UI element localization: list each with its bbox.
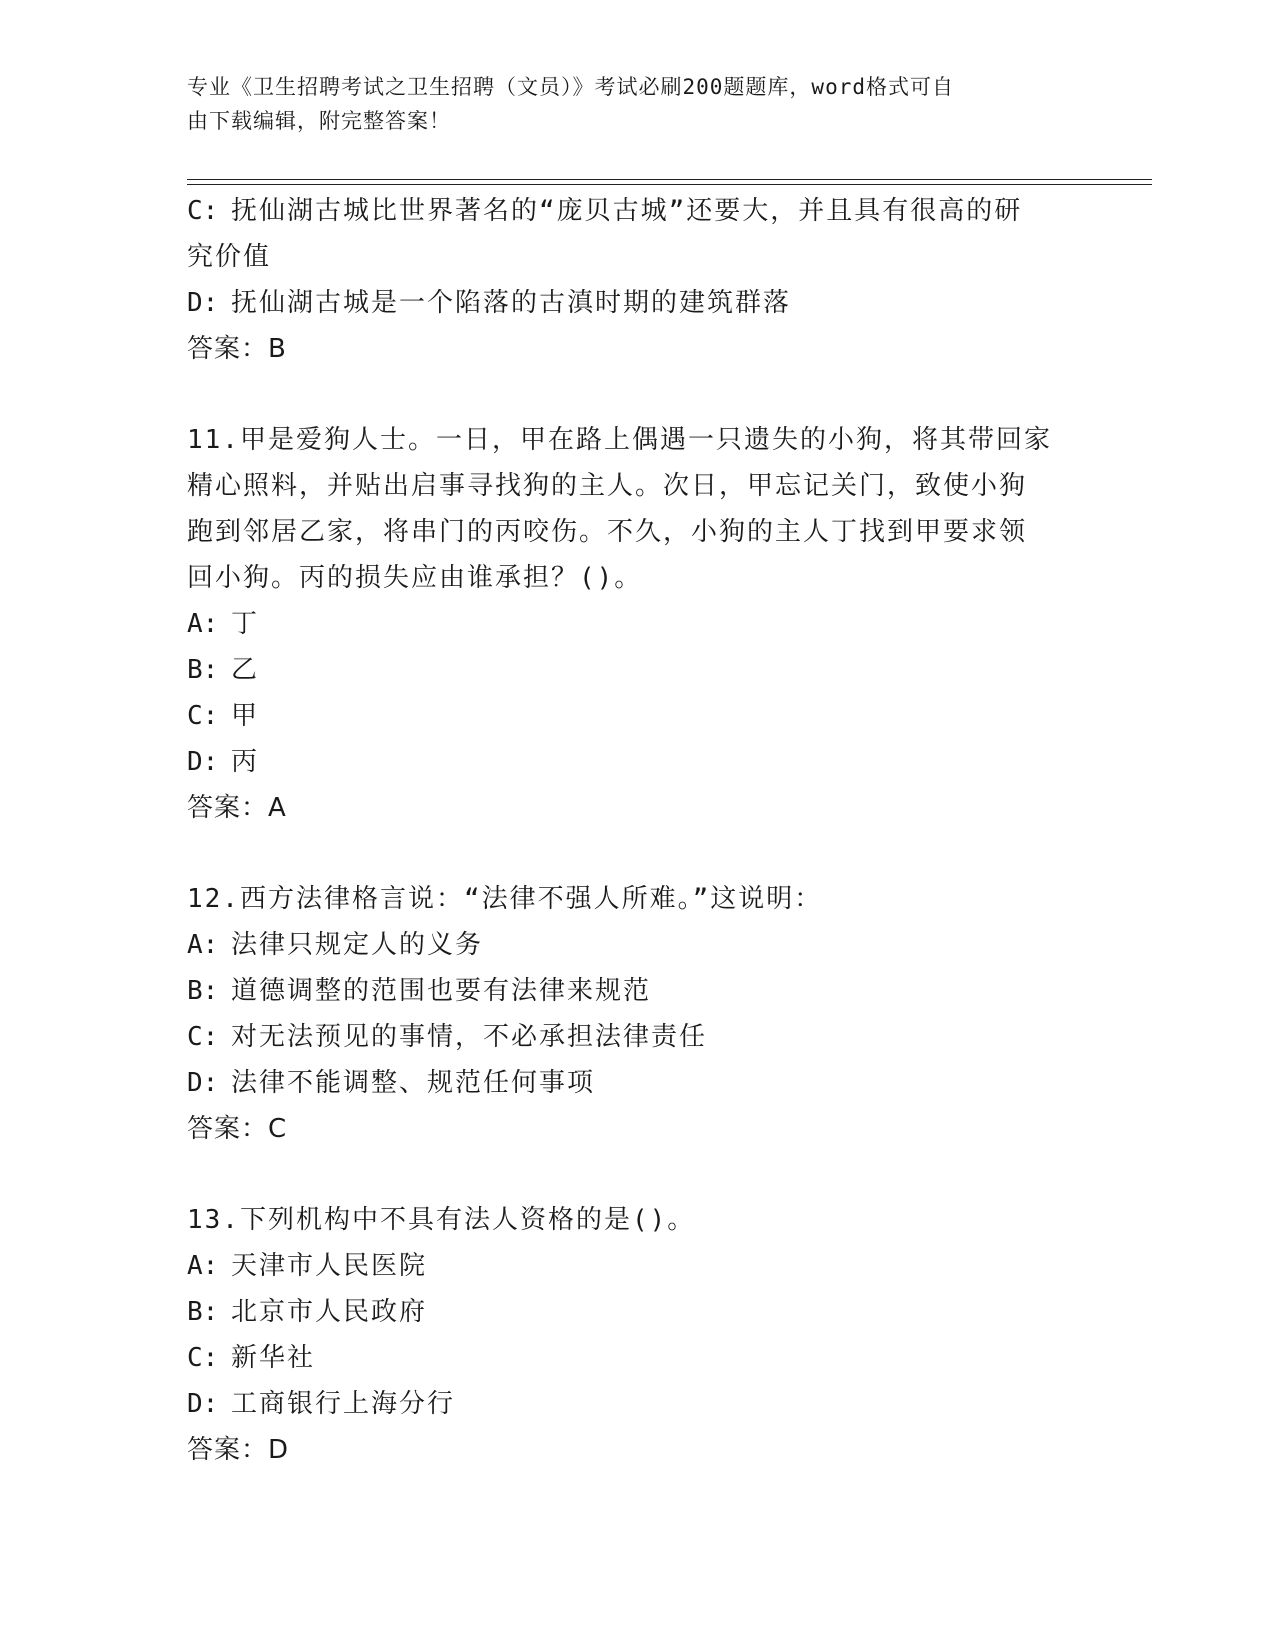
option-text: 北京市人民政府 [231,1297,428,1327]
option-text: 乙 [231,655,260,685]
question-stem-line: 12.西方法律格言说：“法律不强人所难。”这说明： [187,884,823,914]
question-11 [187,417,1087,831]
option-label: D: [187,747,219,777]
option-a [187,922,1087,968]
option-c [187,1335,1087,1381]
option-text: 丙 [231,747,260,777]
question-stem-line: 13.下列机构中不具有法人资格的是()。 [187,1205,696,1235]
option-label: B: [187,655,219,685]
option-label: D: [187,1068,219,1098]
option-text: 甲 [231,701,260,731]
question-10 [187,188,1087,372]
option-label: D: [187,288,219,318]
option-d [187,1060,1087,1106]
option-label: B: [187,976,219,1006]
option-text: 法律只规定人的义务 [231,930,484,960]
option-d [187,739,1087,785]
question-stem-line: 跑到邻居乙家，将串门的丙咬伤。不久，小狗的主人丁找到甲要求领 [187,517,1028,547]
option-text: 道德调整的范围也要有法律来规范 [231,976,652,1006]
option-label: B: [187,1297,219,1327]
header-divider-bottom [187,184,1152,185]
option-b [187,1289,1087,1335]
option-text: 抚仙湖古城是一个陷落的古滇时期的建筑群落 [231,288,792,318]
option-label: C: [187,1343,219,1373]
question-13 [187,1197,1087,1473]
answer-line: 答案：A [187,793,287,823]
option-c [187,1014,1087,1060]
answer-line: 答案：C [187,1114,288,1144]
document-header [187,70,1087,138]
header-line-1: 专业《卫生招聘考试之卫生招聘（文员）》考试必刷200题题库，word格式可自 [187,75,954,99]
option-text: 丁 [231,609,260,639]
option-label: C: [187,701,219,731]
option-label: A: [187,609,219,639]
option-c [187,693,1087,739]
option-d [187,1381,1087,1427]
option-text-continued: 究价值 [187,242,272,272]
option-a [187,1243,1087,1289]
option-label: A: [187,1251,219,1281]
question-stem-line: 回小狗。丙的损失应由谁承担？()。 [187,563,643,593]
option-text: 抚仙湖古城比世界著名的“庞贝古城”还要大，并且具有很高的研 [231,196,1023,226]
answer-line: 答案：B [187,334,287,364]
option-label: D: [187,1389,219,1419]
option-label: A: [187,930,219,960]
header-line-2: 由下载编辑，附完整答案！ [187,109,451,133]
option-text: 新华社 [231,1343,316,1373]
option-text: 对无法预见的事情，不必承担法律责任 [231,1022,708,1052]
option-text: 法律不能调整、规范任何事项 [231,1068,596,1098]
option-text: 工商银行上海分行 [231,1389,456,1419]
option-c [187,188,1087,234]
option-d [187,280,1087,326]
question-stem-line: 11.甲是爱狗人士。一日，甲在路上偶遇一只遗失的小狗，将其带回家 [187,425,1052,455]
answer-line: 答案：D [187,1435,290,1465]
question-stem-line: 精心照料，并贴出启事寻找狗的主人。次日，甲忘记关门，致使小狗 [187,471,1028,501]
question-12 [187,876,1087,1152]
option-label: C: [187,1022,219,1052]
option-b [187,968,1087,1014]
option-label: C: [187,196,219,226]
option-a [187,601,1087,647]
option-text: 天津市人民医院 [231,1251,428,1281]
option-b [187,647,1087,693]
header-divider-top [187,179,1152,180]
question-list [187,188,1087,1473]
